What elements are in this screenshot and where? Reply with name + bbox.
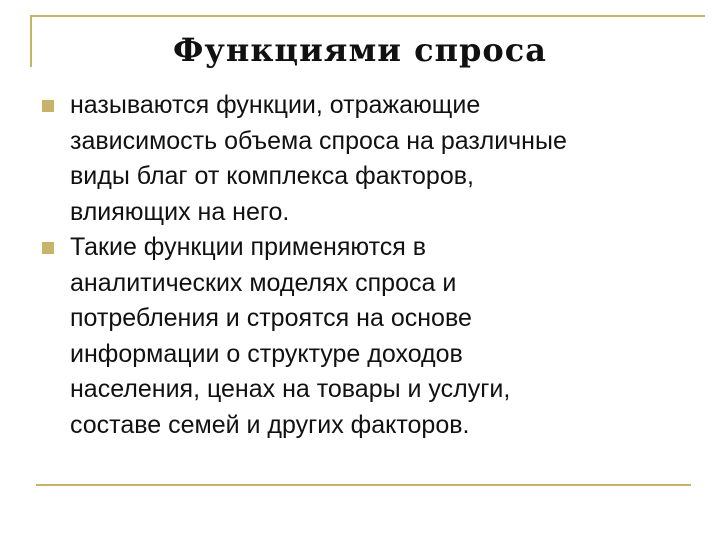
bullet-item-2 [40,230,690,443]
slide-title: Функциями спроса [173,31,547,69]
bullet-text-1: называются функции, отражающие зависимость объема спроса на различные виды благ от комплекса факторов, влияющих на него. [70,91,567,226]
square-bullet-icon [42,242,54,254]
bottom-border-line [36,484,691,486]
square-bullet-icon [42,100,54,112]
bullet-list [40,88,690,443]
bullet-text-2: Такие функции применяются в аналитических моделях спроса и потребления и строятся на основе информации о структуре доходов населения, ценах на товары и услуги, составе семей и других факторов. [70,233,511,439]
left-border-line [30,15,32,67]
top-border-line [30,15,705,17]
bullet-item-1 [40,88,690,230]
